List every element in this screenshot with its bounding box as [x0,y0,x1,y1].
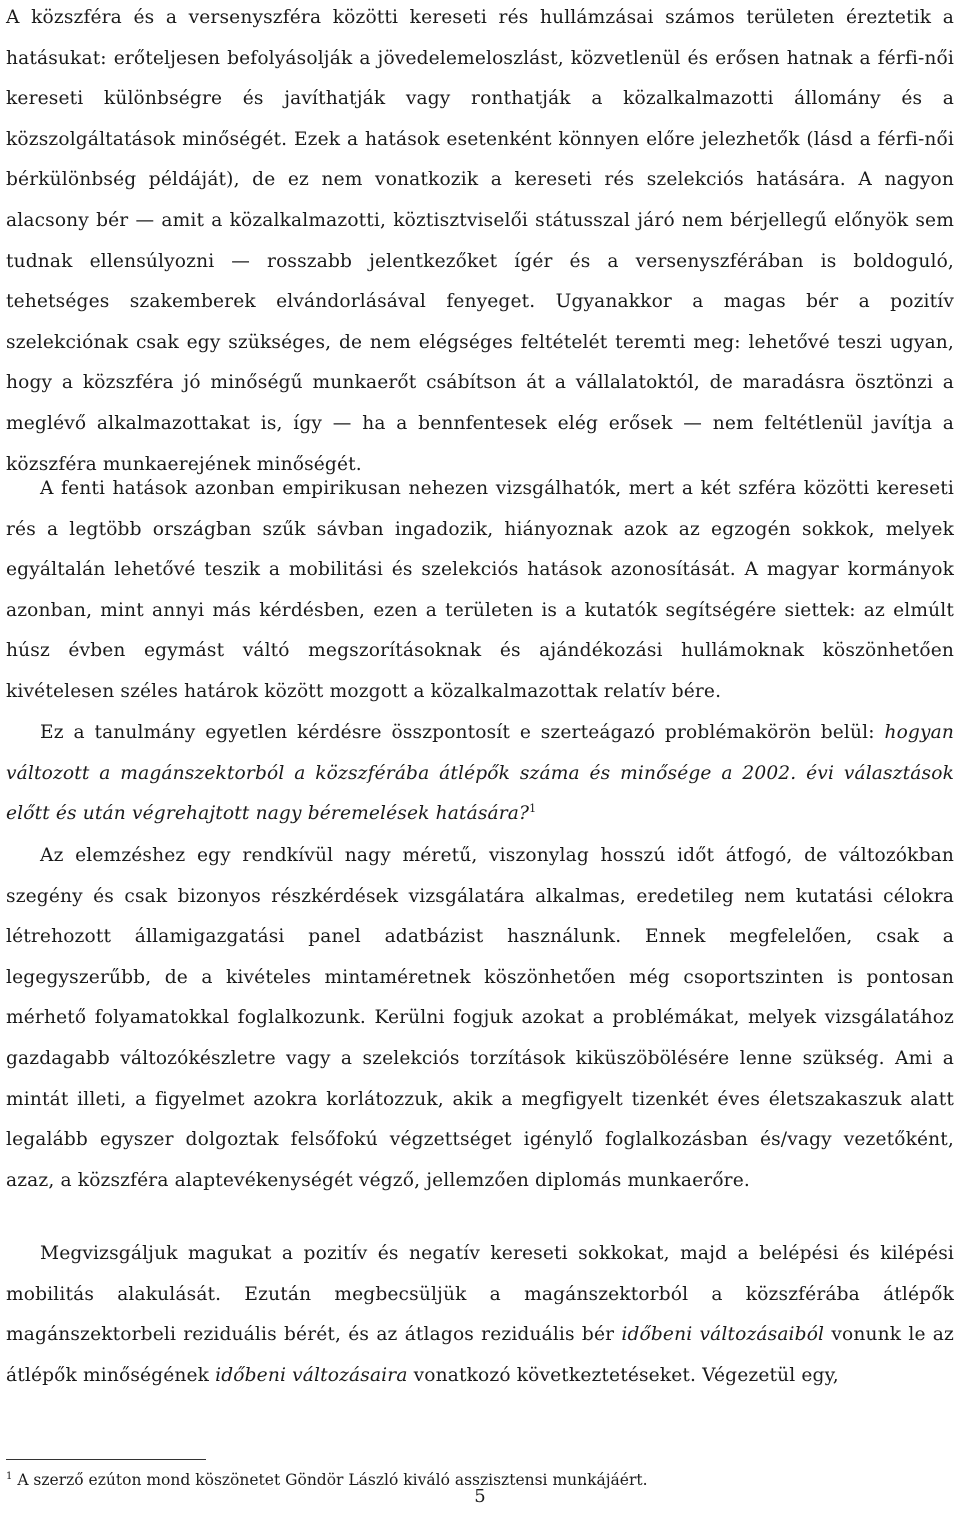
paragraph-4: Az elemzéshez egy rendkívül nagy méretű, viszonylag hosszú időt átfogó, de változókban szegény és csak bizonyos részkérdések vizsgálatára alkalmas, eredetileg nem kutatási célokra létrehozott államigazgatási panel adatbázist használunk. Ennek megfelelően, csak a legegyszerűbb, de a kivételes mintaméretnek köszönhetően még csoportszinten is pontosan mérhető folyamatokkal foglalkozunk. Kerülni fogjuk azokat a problémákat, melyek vizsgálatához gazdagabb változókészletre vagy a szelekciós torzítások kiküszöbölésére lenne szükség. Ami a mintát illeti, a figyelmet azokra korlátozzuk, akik a megfigyelt tizenkét éves életszakaszuk alatt legalább egyszer dolgoztak felsőfokú végzettséget igénylő foglalkozásban és/vagy vezetőként, azaz, a közszféra alaptevékenységét végző, jellemzően diplomás munkaerőre. [6,845,954,1191]
paragraph-3-text: Ez a tanulmány egyetlen kérdésre összpontosít e szerteágazó problémakörön belül: [40,722,875,743]
paragraph-5-text-b: vonunk le az átlépők minőségének [6,1324,954,1386]
footnote-text: A szerző ezúton mond köszönetet Göndör László kiváló asszisztensi munkájáért. [17,1471,648,1489]
paragraph-1: A közszféra és a versenyszféra közötti kereseti rés hullámzásai számos területen éreztetik a hatásukat: erőteljesen befolyásolják a jövedelemeloszlást, közvetlenül és erősen hatnak a férfi-női kereseti különbségre és javíthatják vagy ronthatják a közalkalmazotti állomány és a közszolgáltatások minőségét. Ezek a hatások esetenként könnyen előre jelezhetők (lásd a férfi-női bérkülönbség példáját), de ez nem vonatkozik a kereseti rés szelekciós hatására. A nagyon alacsony bér — amit a közalkalmazotti, köztisztviselői státusszal járó nem bérjellegű előnyök sem tudnak ellensúlyozni — rosszabb jelentkezőket ígér és a versenyszférában is boldoguló, tehetséges szakemberek elvándorlásával fenyeget. Ugyanakkor a magas bér a pozitív szelekciónak csak egy szükséges, de nem elégséges feltételét teremti meg: lehetővé teszi ugyan, hogy a közszféra jó minőségű munkaerőt csábítson át a vállalatoktól, de maradásra ösztönzi a meglévő alkalmazottakat is, így — ha a bennfentesek elég erősek — nem feltétlenül javítja a közszféra munkaerejének minőségét. [6,7,954,475]
paragraph-3 [6,713,954,835]
footnote-separator [6,1459,206,1460]
footnote-ref[interactable]: 1 [529,802,537,816]
research-question: hogyan változott a magánszektorból a közszférába átlépők száma és minősége a 2002. évi választások előtt és után végrehajtott nagy béremelések hatására? [6,722,954,825]
page-number: 5 [474,1486,486,1507]
paragraph-2: A fenti hatások azonban empirikusan nehezen vizsgálhatók, mert a két szféra közötti kereseti rés a legtöbb országban szűk sávban ingadozik, hiányoznak azok az egzogén sokkok, melyek egyáltalán lehetővé teszik a mobilitási és szelekciós hatások azonosítását. A magyar kormányok azonban, mint annyi más kérdésben, ezen a területen is a kutatók segítségére siettek: az elmúlt húsz évben egymást váltó megszorításoknak és ajándékozási hullámoknak köszönhetően kivételesen széles határok között mozgott a közalkalmazottak relatív bére. [6,478,954,702]
paragraph-5-text-c: vonatkozó következtetéseket. Végezetül egy, [413,1364,839,1386]
footnote-marker: 1 [6,1471,13,1482]
paragraph-5-text-a: Megvizsgáljuk magukat a pozitív és negatív kereseti sokkokat, majd a belépési és kilépési mobilitás alakulását. Ezután megbecsüljük a magánszektorból a közszférába átlépők magánszektorbeli reziduális bérét, és az átlagos reziduális bér [6,1243,954,1346]
paragraph-5-italic-a: időbeni változásaiból [621,1324,825,1346]
paragraph-5-italic-b: időbeni változásaira [215,1364,408,1386]
paragraph-5 [6,1234,954,1396]
